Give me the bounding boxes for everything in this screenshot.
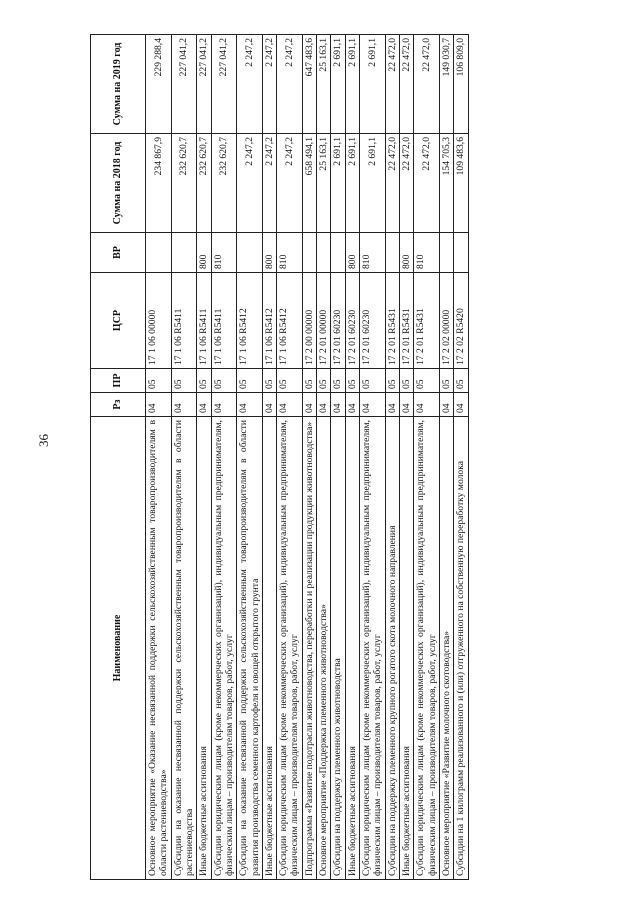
cell-name: Субсидии на поддержку племенного крупного рогатого скота молочного направления	[385, 417, 399, 880]
cell-csr: 17 2 01 60230	[345, 273, 359, 369]
cell-name: Субсидии юридическим лицам (кроме некоммерческих организаций), индивидуальным предпринимателям, физическим лицам – производителям товаров, работ, услуг	[277, 417, 303, 880]
cell-name: Субсидии юридическим лицам (кроме некоммерческих организаций), индивидуальным предпринимателям, физическим лицам – производителям товаров, работ, услуг	[414, 417, 440, 880]
cell-rz: 04	[277, 393, 303, 417]
header-vr: ВР	[91, 233, 146, 273]
cell-vr	[331, 233, 345, 273]
cell-sum-2018: 2 247,2	[277, 134, 303, 233]
cell-csr: 17 2 01 60230	[331, 273, 345, 369]
cell-name: Субсидии на оказание несвязанной поддержки сельскохозяйственным товаропроизводителям в области развития производства семенного картофеля и овощей открытого грунта	[237, 417, 263, 880]
cell-vr	[146, 233, 172, 273]
cell-rz: 04	[262, 393, 276, 417]
table-row	[385, 35, 399, 880]
cell-rz: 04	[454, 393, 468, 417]
cell-sum-2018: 109 483,6	[454, 134, 468, 233]
cell-csr: 17 2 01 60230	[360, 273, 386, 369]
cell-pr: 05	[414, 369, 440, 393]
cell-sum-2019: 22 472,0	[385, 35, 399, 134]
cell-sum-2018: 25 163,1	[317, 134, 331, 233]
cell-vr: 810	[277, 233, 303, 273]
cell-csr: 17 2 01 R5431	[385, 273, 399, 369]
cell-pr: 05	[399, 369, 413, 393]
cell-csr: 17 1 06 R5411	[211, 273, 237, 369]
cell-csr: 17 1 06 00000	[146, 273, 172, 369]
cell-rz: 04	[211, 393, 237, 417]
cell-sum-2019: 106 809,0	[454, 35, 468, 134]
cell-sum-2019: 2 247,2	[237, 35, 263, 134]
cell-name: Основное мероприятие «Поддержка племенного животноводства»	[317, 417, 331, 880]
budget-table	[90, 34, 469, 880]
cell-csr: 17 2 00 00000	[302, 273, 316, 369]
table-row	[262, 35, 276, 880]
cell-sum-2019: 149 030,7	[439, 35, 453, 134]
cell-sum-2018: 2 691,1	[331, 134, 345, 233]
table-row	[237, 35, 263, 880]
cell-vr: 810	[211, 233, 237, 273]
cell-sum-2019: 22 472,0	[414, 35, 440, 134]
cell-vr: 800	[197, 233, 211, 273]
cell-name: Субсидии юридическим лицам (кроме некоммерческих организаций), индивидуальным предпринимателям, физическим лицам – производителям товаров, работ, услуг	[360, 417, 386, 880]
cell-sum-2018: 22 472,0	[399, 134, 413, 233]
cell-csr: 17 1 06 R5412	[277, 273, 303, 369]
cell-sum-2018: 22 472,0	[385, 134, 399, 233]
header-csr: ЦСР	[91, 273, 146, 369]
cell-sum-2018: 2 691,1	[360, 134, 386, 233]
cell-pr: 05	[439, 369, 453, 393]
cell-sum-2018: 232 620,7	[197, 134, 211, 233]
cell-csr: 17 2 01 R5431	[414, 273, 440, 369]
cell-sum-2018: 2 247,2	[237, 134, 263, 233]
header-rz: Рз	[91, 393, 146, 417]
cell-name: Основное мероприятие «Развитие молочного скотоводства»	[439, 417, 453, 880]
cell-sum-2018: 154 705,3	[439, 134, 453, 233]
cell-pr: 05	[385, 369, 399, 393]
cell-pr: 05	[277, 369, 303, 393]
cell-sum-2019: 2 691,1	[331, 35, 345, 134]
cell-rz: 04	[317, 393, 331, 417]
cell-name: Субсидии на поддержку племенного животноводства	[331, 417, 345, 880]
table-row	[360, 35, 386, 880]
cell-csr: 17 2 02 00000	[439, 273, 453, 369]
cell-pr: 05	[262, 369, 276, 393]
cell-sum-2018: 2 247,2	[262, 134, 276, 233]
cell-vr	[171, 233, 197, 273]
cell-name: Иные бюджетные ассигнования	[399, 417, 413, 880]
header-name: Наименование	[91, 417, 146, 880]
cell-rz: 04	[360, 393, 386, 417]
cell-pr: 05	[360, 369, 386, 393]
cell-rz: 04	[345, 393, 359, 417]
cell-csr: 17 2 02 R5420	[454, 273, 468, 369]
cell-pr: 05	[345, 369, 359, 393]
table-row	[171, 35, 197, 880]
cell-pr: 05	[237, 369, 263, 393]
cell-sum-2019: 2 691,1	[345, 35, 359, 134]
cell-sum-2018: 232 620,7	[211, 134, 237, 233]
cell-rz: 04	[439, 393, 453, 417]
cell-vr: 810	[414, 233, 440, 273]
cell-pr: 05	[211, 369, 237, 393]
cell-vr: 810	[360, 233, 386, 273]
cell-csr: 17 1 06 R5412	[237, 273, 263, 369]
table-row	[345, 35, 359, 880]
cell-sum-2019: 227 041,2	[171, 35, 197, 134]
cell-name: Иные бюджетные ассигнования	[262, 417, 276, 880]
table-row	[146, 35, 172, 880]
cell-pr: 05	[302, 369, 316, 393]
cell-vr	[237, 233, 263, 273]
cell-pr: 05	[317, 369, 331, 393]
cell-sum-2019: 227 041,2	[197, 35, 211, 134]
cell-rz: 04	[197, 393, 211, 417]
cell-sum-2019: 2 247,2	[277, 35, 303, 134]
cell-sum-2019: 227 041,2	[211, 35, 237, 134]
table-row	[197, 35, 211, 880]
cell-name: Субсидии на 1 килограмм реализованного и (или) отгруженного на собственную переработку молока	[454, 417, 468, 880]
header-pr: ПР	[91, 369, 146, 393]
table-row	[211, 35, 237, 880]
page-number: 36	[36, 434, 51, 447]
cell-pr: 05	[331, 369, 345, 393]
cell-name: Основное мероприятие «Оказание несвязанной поддержки сельскохозяйственным товаропроизводителям в области растениеводства»	[146, 417, 172, 880]
cell-vr	[302, 233, 316, 273]
cell-rz: 04	[302, 393, 316, 417]
cell-csr: 17 2 01 R5431	[399, 273, 413, 369]
cell-sum-2019: 2 691,1	[360, 35, 386, 134]
cell-name: Иные бюджетные ассигнования	[197, 417, 211, 880]
cell-vr: 800	[399, 233, 413, 273]
cell-name: Субсидии юридическим лицам (кроме некоммерческих организаций), индивидуальным предпринимателям, физическим лицам – производителям товаров, работ, услуг	[211, 417, 237, 880]
cell-rz: 04	[171, 393, 197, 417]
cell-vr	[317, 233, 331, 273]
table-row	[414, 35, 440, 880]
cell-sum-2019: 25 163,1	[317, 35, 331, 134]
cell-rz: 04	[414, 393, 440, 417]
cell-pr: 05	[454, 369, 468, 393]
table-row	[302, 35, 316, 880]
cell-rz: 04	[385, 393, 399, 417]
cell-name: Подпрограмма «Развитие подотрасли животноводства, переработки и реализации продукции животноводства»	[302, 417, 316, 880]
cell-rz: 04	[331, 393, 345, 417]
cell-csr: 17 1 06 R5412	[262, 273, 276, 369]
rotated-page	[90, 35, 595, 880]
cell-pr: 05	[146, 369, 172, 393]
cell-vr	[385, 233, 399, 273]
cell-pr: 05	[171, 369, 197, 393]
cell-sum-2018: 2 691,1	[345, 134, 359, 233]
cell-csr: 17 1 06 R5411	[171, 273, 197, 369]
table-row	[277, 35, 303, 880]
header-sum-2018: Сумма на 2018 год	[91, 134, 146, 233]
cell-sum-2019: 22 472,0	[399, 35, 413, 134]
cell-name: Субсидии на оказание несвязанной поддержки сельскохозяйственным товаропроизводителям в области растениеводства	[171, 417, 197, 880]
cell-vr	[439, 233, 453, 273]
header-sum-2019: Сумма на 2019 год	[91, 35, 146, 134]
table-body	[146, 35, 469, 880]
cell-sum-2018: 22 472,0	[414, 134, 440, 233]
cell-sum-2019: 229 288,4	[146, 35, 172, 134]
table-row	[317, 35, 331, 880]
header-row	[91, 35, 146, 880]
cell-rz: 04	[146, 393, 172, 417]
cell-csr: 17 2 01 00000	[317, 273, 331, 369]
cell-rz: 04	[237, 393, 263, 417]
cell-name: Иные бюджетные ассигнования	[345, 417, 359, 880]
cell-vr: 800	[345, 233, 359, 273]
cell-pr: 05	[197, 369, 211, 393]
table-row	[399, 35, 413, 880]
table-row	[331, 35, 345, 880]
cell-rz: 04	[399, 393, 413, 417]
table-row	[454, 35, 468, 880]
cell-vr	[454, 233, 468, 273]
cell-sum-2018: 658 494,1	[302, 134, 316, 233]
table-row	[439, 35, 453, 880]
cell-csr: 17 1 06 R5411	[197, 273, 211, 369]
cell-sum-2019: 2 247,2	[262, 35, 276, 134]
cell-sum-2018: 234 867,9	[146, 134, 172, 233]
cell-sum-2018: 232 620,7	[171, 134, 197, 233]
cell-vr: 800	[262, 233, 276, 273]
cell-sum-2019: 647 483,6	[302, 35, 316, 134]
